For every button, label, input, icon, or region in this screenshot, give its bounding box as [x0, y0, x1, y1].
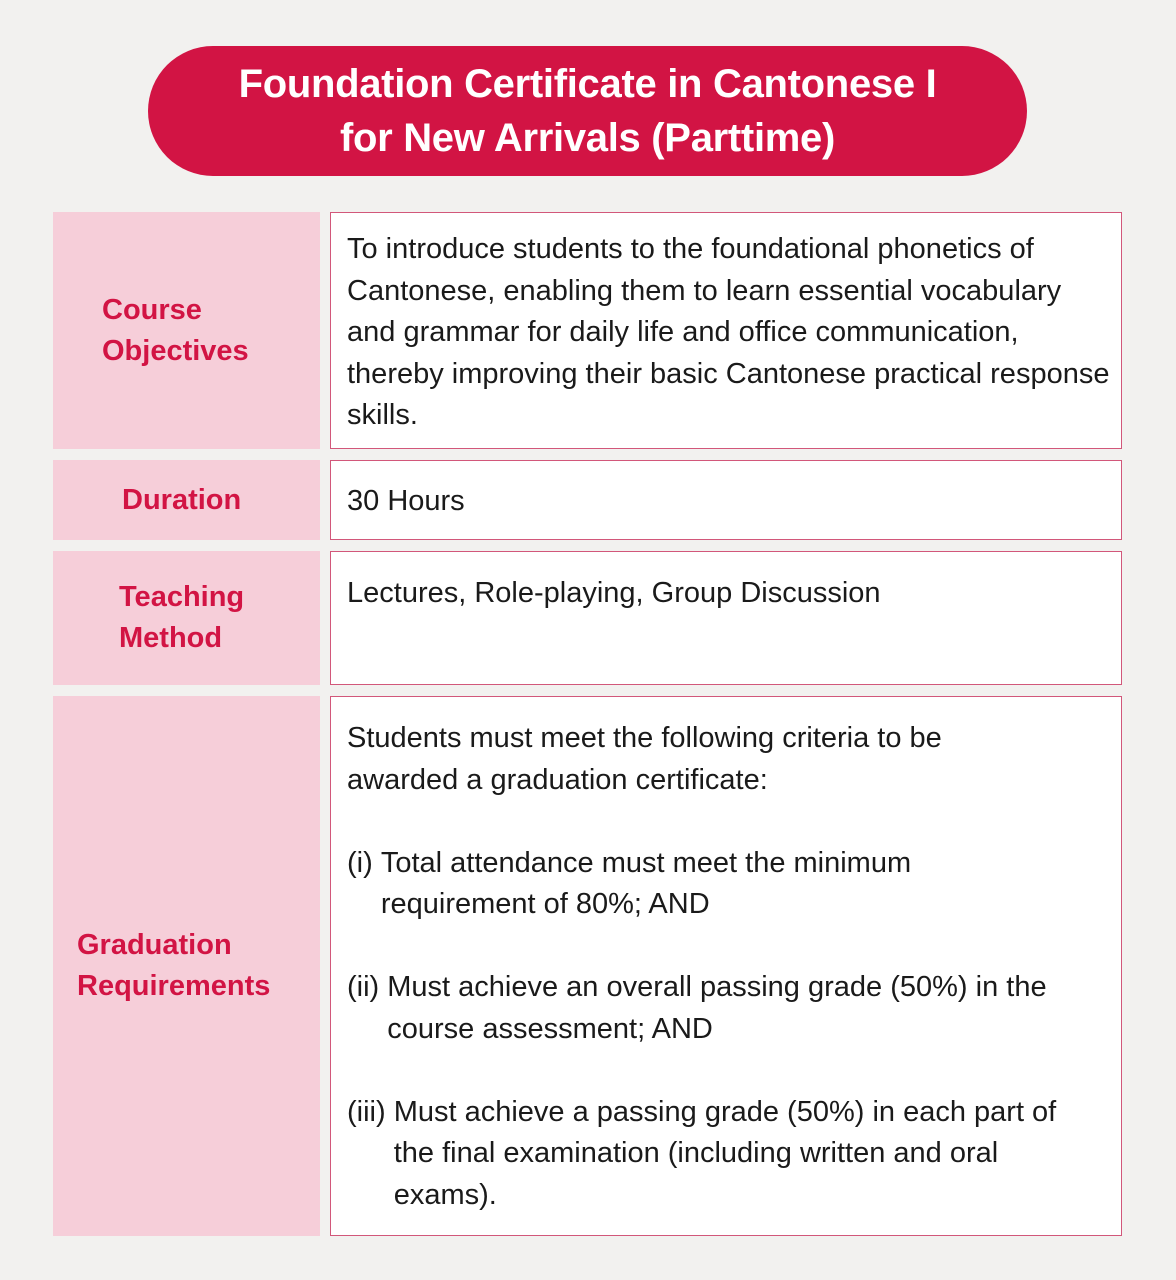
course-title-line-2: for New Arrivals (Parttime) — [339, 116, 835, 160]
label-line: Duration — [122, 483, 242, 516]
row-course-objectives — [53, 212, 1122, 449]
graduation-intro: Students must meet the following criteria to be awarded a graduation certificate: — [347, 722, 942, 796]
criterion-item — [347, 1092, 1092, 1217]
course-title-line-1: Foundation Certificate in Cantonese I — [238, 62, 937, 106]
label-line: Graduation — [77, 929, 232, 961]
row-graduation-requirements — [53, 696, 1122, 1236]
criterion-item — [347, 843, 1017, 926]
label-line: Course — [102, 293, 202, 326]
criterion-number: (iii) — [347, 1095, 394, 1128]
label-graduation-requirements — [53, 696, 320, 1236]
criterion-number: (ii) — [347, 971, 388, 1003]
duration-text: 30 Hours — [347, 485, 465, 517]
criterion-text: Must achieve a passing grade (50%) in each part of the final examination (including written and oral exams). — [393, 1095, 1057, 1211]
criterion-number: (i) — [347, 846, 381, 879]
value-duration — [330, 460, 1122, 540]
label-teaching-method — [53, 551, 320, 685]
label-line: Objectives — [102, 334, 249, 367]
label-course-objectives — [53, 212, 320, 449]
criterion-item — [347, 967, 1067, 1050]
criterion-text: Must achieve an overall passing grade (50%) in the course assessment; AND — [387, 971, 1047, 1045]
course-title-banner — [148, 46, 1027, 176]
criterion-text: Total attendance must meet the minimum requirement of 80%; AND — [380, 846, 912, 920]
value-course-objectives — [330, 212, 1122, 449]
label-line: Teaching — [119, 581, 245, 613]
label-line: Requirements — [77, 970, 271, 1002]
objectives-text: To introduce students to the foundational phonetics of Cantonese, enabling them to learn essential vocabulary and grammar for daily life and office communication, thereby improving their basic Cantonese practical response skills. — [347, 233, 1110, 431]
row-duration — [53, 460, 1122, 540]
label-duration — [53, 460, 320, 540]
value-teaching-method — [330, 551, 1122, 685]
label-line: Method — [119, 622, 223, 654]
value-graduation-requirements — [330, 696, 1122, 1236]
row-teaching-method — [53, 551, 1122, 685]
teaching-method-text: Lectures, Role-playing, Group Discussion — [347, 577, 881, 609]
